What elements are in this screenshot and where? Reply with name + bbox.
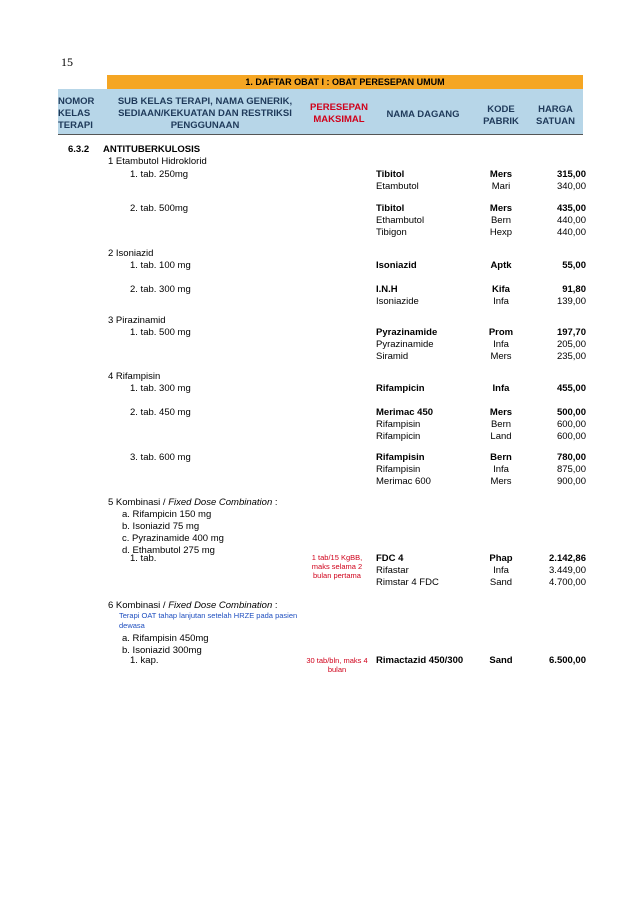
product-name: Rifampisin: [376, 419, 421, 430]
product-price: 440,00: [556, 227, 586, 238]
product-price: 500,00: [556, 407, 586, 418]
product-price: 900,00: [556, 476, 586, 487]
product-name: Rifastar: [376, 565, 409, 576]
product-price: 91,80: [562, 284, 586, 295]
product-code: Kifa: [492, 284, 510, 295]
strength-line: 1. tab. 300 mg: [130, 383, 191, 394]
product-name: Ethambutol: [376, 215, 425, 226]
generic-prefix: 6 Kombinasi /: [108, 600, 169, 611]
product-name: Pyrazinamide: [376, 339, 434, 350]
component-line: d. Ethambutol 275 mg: [122, 545, 215, 556]
product-name: I.N.H: [376, 284, 398, 295]
product-code: Mers: [489, 203, 513, 214]
product-name: Merimac 450: [376, 407, 434, 418]
product-price: 600,00: [556, 431, 586, 442]
generic-italic: Fixed Dose Combination: [168, 497, 273, 508]
product-name: Rifampisin: [376, 452, 425, 463]
strength-line: 1. tab.: [130, 553, 157, 564]
product-code: Mers: [489, 169, 513, 180]
component-line: a. Rifampisin 450mg: [122, 633, 209, 644]
list-title: 1. DAFTAR OBAT I : OBAT PERESEPAN UMUM: [245, 77, 445, 87]
header-line: PENGGUNAAN: [170, 120, 240, 131]
component-line: b. Isoniazid 75 mg: [122, 521, 200, 532]
strength-line: 2. tab. 300 mg: [130, 284, 191, 295]
product-price: 875,00: [556, 464, 586, 475]
product-code: Phap: [489, 553, 513, 564]
product-code: Infa: [493, 464, 509, 475]
product-name: Rifampisin: [376, 464, 421, 475]
product-name: Isoniazid: [376, 260, 417, 271]
header-kode-pabrik: [476, 104, 526, 128]
product-code: Sand: [489, 655, 513, 666]
generic-name: 1 Etambutol Hidroklorid: [108, 156, 207, 167]
product-name: Tibitol: [376, 203, 405, 214]
strength-line: 1. tab. 500 mg: [130, 327, 191, 338]
header-line: PERESEPAN: [310, 102, 368, 113]
prescribing-limit-note: 30 tab/bln, maks 4 bulan: [306, 656, 368, 674]
page-number: 15: [61, 55, 73, 69]
generic-italic: Fixed Dose Combination: [168, 600, 273, 611]
product-code: Infa: [493, 339, 509, 350]
strength-line: 2. tab. 450 mg: [130, 407, 191, 418]
component-line: a. Rifampicin 150 mg: [122, 509, 212, 520]
header-line: SUB KELAS TERAPI, NAMA GENERIK,: [117, 96, 293, 107]
header-line: KODE: [487, 104, 515, 115]
product-code: Bern: [490, 452, 512, 463]
product-price: 600,00: [556, 419, 586, 430]
product-price: 315,00: [556, 169, 586, 180]
product-name: Isoniazide: [376, 296, 419, 307]
header-peresepan-maksimal: [304, 102, 374, 126]
generic-prefix: 5 Kombinasi /: [108, 497, 169, 508]
product-price: 235,00: [556, 351, 586, 362]
header-line: SEDIAAN/KEKUATAN DAN RESTRIKSI: [118, 108, 292, 119]
product-code: Mers: [490, 476, 512, 487]
component-line: c. Pyrazinamide 400 mg: [122, 533, 224, 544]
header-line: PABRIK: [483, 116, 519, 127]
generic-name: [108, 497, 278, 509]
prescribing-limit-note: 1 tab/15 KgBB, maks selama 2 bulan pertama: [311, 553, 363, 580]
product-code: Aptk: [490, 260, 512, 271]
product-code: Mers: [489, 407, 513, 418]
component-line: b. Isoniazid 300mg: [122, 645, 202, 656]
product-code: Hexp: [489, 227, 513, 238]
product-code: Bern: [490, 419, 512, 430]
generic-suffix: :: [272, 600, 278, 611]
product-name: Tibitol: [376, 169, 405, 180]
product-name: Rifampicin: [376, 383, 425, 394]
product-name: Rimactazid 450/300: [376, 655, 464, 666]
product-code: Infa: [493, 565, 509, 576]
product-code: Sand: [489, 577, 513, 588]
product-name: Pyrazinamide: [376, 327, 438, 338]
product-price: 205,00: [556, 339, 586, 350]
header-line: SATUAN: [536, 116, 575, 127]
product-price: 340,00: [556, 181, 586, 192]
restriction-note: Terapi OAT tahap lanjutan setelah HRZE pada pasien dewasa: [119, 611, 298, 630]
strength-line: 3. tab. 600 mg: [130, 452, 191, 463]
product-price: 55,00: [562, 260, 586, 271]
generic-name: 4 Rifampisin: [108, 371, 161, 382]
strength-line: 2. tab. 500mg: [130, 203, 189, 214]
section-number: 6.3.2: [68, 144, 90, 155]
strength-line: 1. tab. 100 mg: [130, 260, 191, 271]
header-nama-dagang: NAMA DAGANG: [386, 109, 460, 120]
product-name: Tibigon: [376, 227, 407, 238]
product-name: Rimstar 4 FDC: [376, 577, 439, 588]
product-name: FDC 4: [376, 553, 404, 564]
product-name: Siramid: [376, 351, 409, 362]
product-name: Rifampicin: [376, 431, 421, 442]
product-price: 455,00: [556, 383, 586, 394]
header-line: TERAPI: [58, 120, 93, 131]
header-nomor-kelas-terapi: [58, 96, 102, 132]
generic-name: 2 Isoniazid: [108, 248, 154, 259]
product-price: 780,00: [556, 452, 586, 463]
product-price: 197,70: [556, 327, 586, 338]
header-sub-kelas: [110, 96, 300, 132]
product-code: Prom: [488, 327, 514, 338]
section-name: ANTITUBERKULOSIS: [103, 144, 201, 155]
product-price: 2.142,86: [549, 553, 586, 564]
header-line: NOMOR: [58, 96, 95, 107]
product-price: 3.449,00: [549, 565, 586, 576]
header-line: HARGA: [538, 104, 573, 115]
product-code: Mari: [491, 181, 511, 192]
header-harga-satuan: [528, 104, 583, 128]
product-code: Mers: [490, 351, 512, 362]
header-line: MAKSIMAL: [313, 114, 365, 125]
product-name: Merimac 600: [376, 476, 431, 487]
product-name: Etambutol: [376, 181, 419, 192]
product-code: Bern: [490, 215, 512, 226]
product-code: Infa: [493, 296, 509, 307]
generic-name: 3 Pirazinamid: [108, 315, 166, 326]
strength-line: 1. tab. 250mg: [130, 169, 189, 180]
product-code: Land: [490, 431, 512, 442]
product-price: 435,00: [556, 203, 586, 214]
product-price: 4.700,00: [549, 577, 586, 588]
product-price: 139,00: [556, 296, 586, 307]
strength-line: 1. kap.: [130, 655, 159, 666]
generic-suffix: :: [272, 497, 278, 508]
product-code: Infa: [492, 383, 510, 394]
product-price: 440,00: [556, 215, 586, 226]
product-price: 6.500,00: [549, 655, 586, 666]
header-line: KELAS: [58, 108, 91, 119]
